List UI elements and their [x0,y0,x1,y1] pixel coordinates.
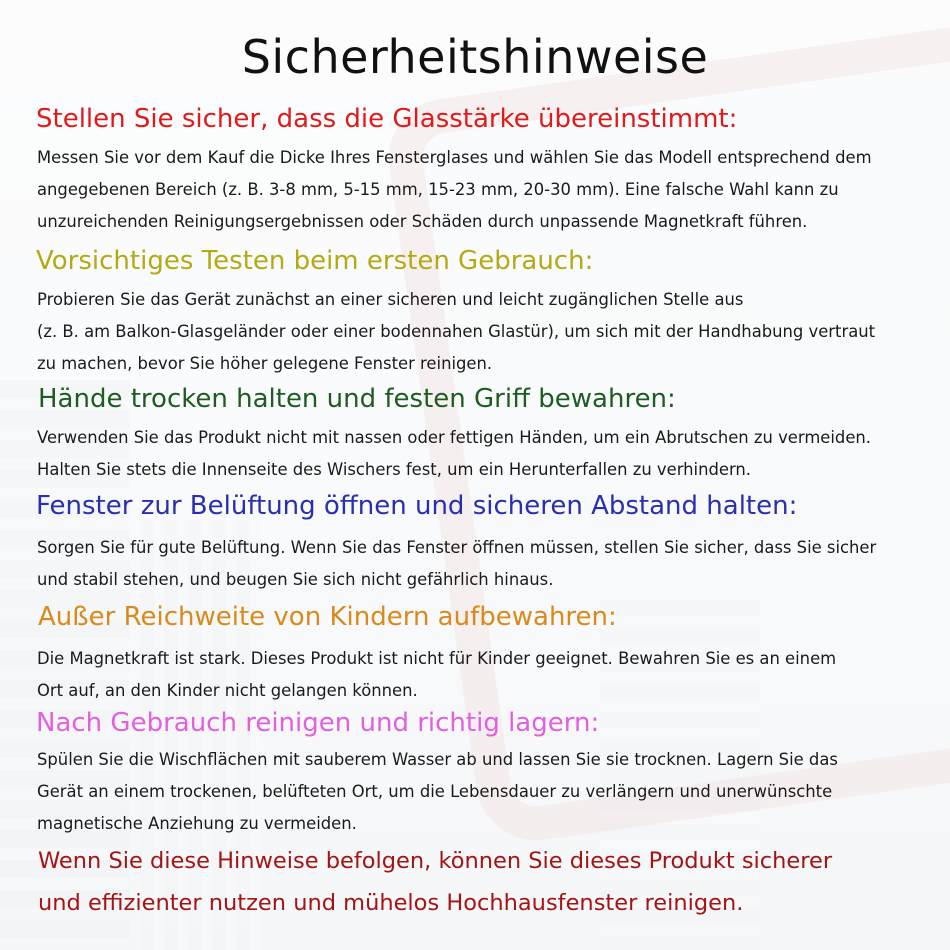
body-line: Verwenden Sie das Produkt nicht mit nassen oder fettigen Händen, um ein Abrutschen zu vermeiden. [37,428,872,447]
section-heading-dry-hands: Hände trocken halten und festen Griff bewahren: [38,384,676,414]
section-body-ventilation-distance [37,532,876,596]
body-line: Halten Sie stets die Innenseite des Wischers fest, um ein Herunterfallen zu verhindern. [37,460,752,479]
body-line: unzureichenden Reinigungsergebnissen oder Schäden durch unpassende Magnetkraft führen. [37,212,808,231]
body-line: Die Magnetkraft ist stark. Dieses Produkt ist nicht für Kinder geeignet. Bewahren Sie es an einem [37,649,837,668]
body-line: und stabil stehen, und beugen Sie sich nicht gefährlich hinaus. [37,570,554,589]
section-heading-first-use-test: Vorsichtiges Testen beim ersten Gebrauch: [36,246,594,276]
section-body-keep-from-children [37,643,836,707]
body-line: Gerät an einem trockenen, belüfteten Ort, um die Lebensdauer zu verlängern und unerwünschte [37,782,833,801]
body-line: zu machen, bevor Sie höher gelegene Fenster reinigen. [37,354,493,373]
body-line: Probieren Sie das Gerät zunächst an einer sicheren und leicht zugänglichen Stelle aus [37,290,744,309]
closing-line: und effizienter nutzen und mühelos Hochhausfenster reinigen. [38,890,744,916]
body-line: Sorgen Sie für gute Belüftung. Wenn Sie das Fenster öffnen müssen, stellen Sie sicher, dass Sie sicher [37,538,877,557]
section-heading-glass-thickness: Stellen Sie sicher, dass die Glasstärke übereinstimmt: [36,104,738,134]
section-body-dry-hands [37,422,871,486]
page-title: Sicherheitshinweise [241,30,709,84]
closing-line: Wenn Sie diese Hinweise befolgen, können Sie dieses Produkt sicherer [38,848,833,874]
body-line: angegebenen Bereich (z. B. 3-8 mm, 5-15 mm, 15-23 mm, 20-30 mm). Eine falsche Wahl kann zu [37,180,839,199]
closing-statement [38,840,832,924]
section-body-clean-and-store [37,744,838,840]
body-line: (z. B. am Balkon-Glasgeländer oder einer bodennahen Glastür), um sich mit der Handhabung vertraut [37,322,876,341]
body-line: Spülen Sie die Wischflächen mit sauberem Wasser ab und lassen Sie sie trocknen. Lagern Sie das [37,750,838,769]
body-line: Ort auf, an den Kinder nicht gelangen können. [37,681,418,700]
section-heading-keep-from-children: Außer Reichweite von Kindern aufbewahren: [38,602,617,632]
section-heading-ventilation-distance: Fenster zur Belüftung öffnen und sicheren Abstand halten: [36,491,798,521]
body-line: magnetische Anziehung zu vermeiden. [37,814,357,833]
section-heading-clean-and-store: Nach Gebrauch reinigen und richtig lagern: [36,708,600,738]
section-body-first-use-test [37,284,875,380]
body-line: Messen Sie vor dem Kauf die Dicke Ihres Fensterglases und wählen Sie das Modell entsprechend dem [37,148,872,167]
section-body-glass-thickness [37,142,872,238]
